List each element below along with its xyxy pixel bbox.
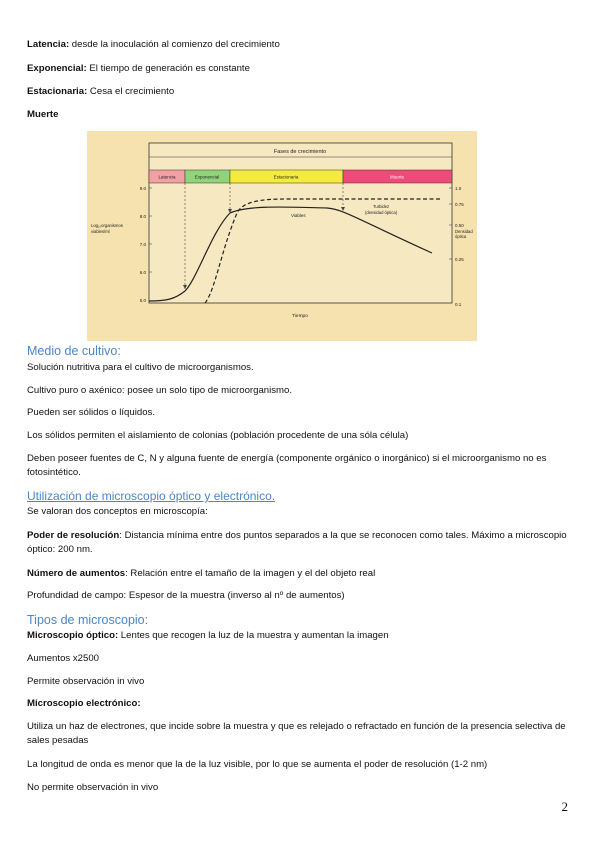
plot-area xyxy=(149,143,452,303)
heading-microscopio: Utilización de microscopio óptico y electrónico. xyxy=(27,489,276,503)
term: Poder de resolución xyxy=(27,530,120,541)
paragraph: La longitud de onda es menor que la de la luz visible, por lo que se aumenta el poder de resolución (1-2 nm) xyxy=(27,759,488,770)
right-axis-label-1: Densidad xyxy=(455,229,473,234)
label-turbidez: Turbidez xyxy=(373,204,390,209)
term-muerte: Muerte xyxy=(27,109,59,120)
def-exponencial: Exponencial: El tiempo de generación es constante xyxy=(27,63,250,74)
def-muerte xyxy=(27,108,575,122)
page-number: 2 xyxy=(561,799,568,814)
band-label-exponencial: Exponencial xyxy=(194,174,220,180)
term-estacionaria: Estacionaria xyxy=(27,86,85,97)
right-tick-label: 0.25 xyxy=(455,257,464,262)
left-tick-label: 5.0 xyxy=(139,298,146,303)
term: Microscopio electrónico: xyxy=(27,698,141,709)
paragraph: Los sólidos permiten el aislamiento de colonias (población procedente de una sóla célula) xyxy=(27,430,409,441)
figure-title: Fases de crecimiento xyxy=(273,149,327,155)
paragraph: No permite observación in vivo xyxy=(27,782,159,793)
term-latencia: Latencia xyxy=(27,39,66,50)
paragraph-poder-resolucion xyxy=(27,529,575,557)
def-text: Lentes que recogen la luz de la muestra y aumentan la imagen xyxy=(118,630,389,641)
right-axis-label-2: óptica xyxy=(455,234,467,239)
x-axis-label: Tiempo xyxy=(292,314,308,319)
term-exponencial: Exponencial xyxy=(27,63,84,74)
paragraph: Se valoran dos conceptos en microscopía: xyxy=(27,506,208,517)
right-tick-label: 0.1 xyxy=(455,302,462,307)
term: Microscopio óptico: xyxy=(27,630,119,641)
def-text: Cesa el crecimiento xyxy=(87,86,175,97)
paragraph: Profundidad de campo: Espesor de la muestra (inverso al nº de aumentos) xyxy=(27,590,345,601)
label-turbidez-sub: (densidad óptica) xyxy=(365,210,398,215)
paragraph-microscopio-electronico xyxy=(27,697,575,711)
right-tick-label: 0.50 xyxy=(455,223,464,228)
paragraph: Utiliza un haz de electrones, que incide sobre la muestra y que es relejado o refractado en función de la presencia selectiva de sales pesadas xyxy=(27,721,566,746)
left-tick-label: 7.0 xyxy=(139,242,146,247)
def-text: : Relación entre el tamaño de la imagen y el del objeto real xyxy=(125,568,376,579)
paragraph: Deben poseer fuentes de C, N y alguna fuente de energía (componente orgánico o inorgánico) si el microorganismo no es fotosintético. xyxy=(27,453,547,478)
paragraph-numero-aumentos xyxy=(27,567,575,581)
paragraph: Pueden ser sólidos o líquidos. xyxy=(27,407,155,418)
paragraph: Permite observación in vivo xyxy=(27,676,145,687)
right-tick-label: 0.75 xyxy=(455,202,464,207)
left-tick-label: 6.0 xyxy=(139,270,146,275)
def-latencia: Latencia: desde la inoculación al comienzo del crecimiento xyxy=(27,39,280,50)
left-axis-label: Log₁₀organismos xyxy=(91,223,123,228)
def-text: El tiempo de generación es constante xyxy=(86,63,250,74)
paragraph-microscopio-optico xyxy=(27,629,575,643)
band-label-muerte: Muerte xyxy=(389,174,405,180)
paragraph: Aumentos x2500 xyxy=(27,653,99,664)
paragraph: Solución nutritiva para el cultivo de microorganismos. xyxy=(27,362,254,373)
left-tick-label: 9.0 xyxy=(139,186,146,191)
right-tick-label: 1.0 xyxy=(455,186,462,191)
heading-medio-cultivo: Medio de cultivo: xyxy=(27,344,121,358)
left-tick-label: 8.0 xyxy=(139,214,146,219)
paragraph: Cultivo puro o axénico: posee un solo tipo de microorganismo. xyxy=(27,385,293,396)
left-axis-label-2: viables/ml xyxy=(91,229,110,234)
growth-curve-figure xyxy=(87,131,477,341)
heading-tipos-microscopio: Tipos de microscopio: xyxy=(27,613,149,627)
band-label-latencia: Latencia xyxy=(158,174,176,180)
term: Número de aumentos xyxy=(27,568,126,579)
def-text: : Distancia mínima entre dos puntos separados a la que se reconocen como tales. Máximo a microscopio óptico: 200 nm. xyxy=(27,530,567,555)
def-estacionaria: Estacionaria: Cesa el crecimiento xyxy=(27,86,175,97)
def-text: desde la inoculación al comienzo del crecimiento xyxy=(69,39,280,50)
band-label-estacionaria: Estacionaria xyxy=(273,174,299,180)
label-viables: Viables xyxy=(291,213,306,218)
